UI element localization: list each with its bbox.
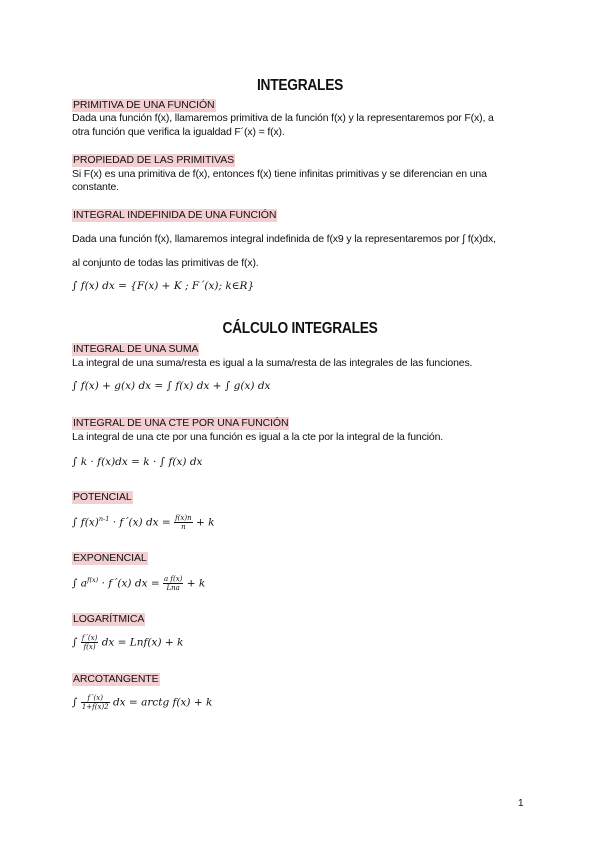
heading-indefinida: INTEGRAL INDEFINIDA DE UNA FUNCIÓN (73, 209, 277, 221)
exponencial-frac-num: a f(x) (163, 575, 183, 583)
primitiva-line2: otra función que verifica la igualdad F´(x) = f(x). (72, 126, 285, 138)
exponencial-mid: · f´(x) dx = (101, 577, 160, 590)
exponencial-lhs: ∫ a (72, 577, 88, 590)
arcotangente-formula (72, 694, 212, 711)
suma-formula: ∫ f(x) + g(x) dx = ∫ f(x) dx + ∫ g(x) dx (72, 380, 271, 392)
logaritmica-frac-den: f(x) (83, 643, 96, 651)
potencial-fraction (174, 514, 193, 531)
indefinida-line2: al conjunto de todas las primitivas de f(x). (72, 257, 259, 269)
section-title-calculo: CÁLCULO INTEGRALES (222, 320, 378, 337)
arcotangente-lhs: ∫ (72, 696, 78, 709)
logaritmica-fraction (81, 634, 99, 651)
potencial-exponent: n-1 (98, 515, 110, 523)
indefinida-line1: Dada una función f(x), llamaremos integral indefinida de f(x9 y la representaremos por ∫ f(x)dx, (72, 233, 496, 245)
primitiva-line1: Dada una función f(x), llamaremos primitiva de la función f(x) y la representaremos por F(x), a (72, 112, 494, 124)
propiedad-line2: constante. (72, 181, 119, 193)
indefinida-formula: ∫ f(x) dx = {F(x) + K ; F´(x); k∈R} (72, 280, 255, 292)
logaritmica-rhs: dx = Lnf(x) + k (101, 636, 184, 649)
heading-arcotangente: ARCOTANGENTE (73, 673, 159, 685)
potencial-frac-den: n (181, 523, 186, 531)
arcotangente-rhs: dx = arctg f(x) + k (112, 696, 213, 709)
cte-formula: ∫ k · f(x)dx = k · ∫ f(x) dx (72, 456, 203, 468)
cte-text: La integral de una cte por una función es igual a la cte por la integral de la función. (72, 431, 444, 443)
logaritmica-lhs: ∫ (72, 636, 78, 649)
potencial-mid: · f´(x) dx = (112, 516, 171, 529)
logaritmica-frac-num: f´(x) (81, 634, 98, 642)
heading-primitiva: PRIMITIVA DE UNA FUNCIÓN (73, 99, 215, 111)
heading-cte: INTEGRAL DE UNA CTE POR UNA FUNCIÓN (73, 417, 289, 429)
propiedad-line1: Si F(x) es una primitiva de f(x), entonces f(x) tiene infinitas primitivas y se diferencian en una (72, 168, 487, 180)
arcotangente-frac-den: 1+f(x)2 (81, 703, 109, 711)
potencial-lhs: ∫ f(x) (72, 516, 99, 529)
potencial-frac-num: f(x)n (175, 514, 192, 522)
suma-text: La integral de una suma/resta es igual a la suma/resta de las integrales de las funciones. (72, 357, 473, 369)
potencial-formula (72, 512, 214, 531)
exponencial-exponent: f(x) (87, 576, 99, 584)
heading-logaritmica: LOGARÍTMICA (73, 613, 145, 625)
heading-potencial: POTENCIAL (73, 491, 132, 503)
exponencial-formula (72, 573, 205, 592)
exponencial-rhs: + k (186, 577, 206, 590)
heading-suma: INTEGRAL DE UNA SUMA (73, 343, 199, 355)
arcotangente-frac-num: f´(x) (81, 694, 110, 703)
exponencial-fraction (163, 575, 183, 592)
arcotangente-fraction (81, 694, 110, 711)
heading-propiedad: PROPIEDAD DE LAS PRIMITIVAS (73, 154, 235, 166)
heading-exponencial: EXPONENCIAL (73, 552, 147, 564)
page-number: 1 (518, 798, 524, 809)
page-title: INTEGRALES (256, 77, 344, 94)
potencial-rhs: + k (195, 516, 215, 529)
logaritmica-formula (72, 634, 183, 651)
exponencial-frac-den: Lna (166, 584, 180, 592)
